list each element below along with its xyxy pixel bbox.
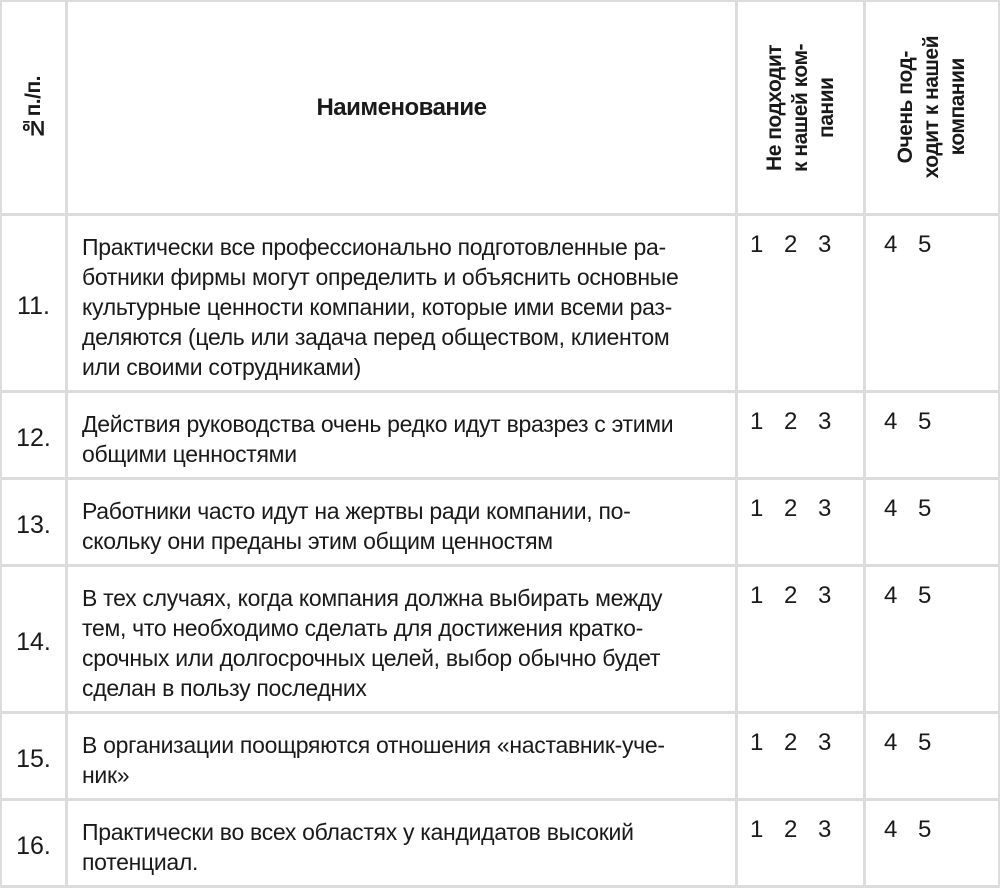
table-row: [2, 216, 998, 393]
scale-low: 1 2 3: [738, 393, 866, 480]
row-text: [68, 216, 738, 393]
header-high-cell: [866, 2, 998, 216]
header-high: Очень под- ходит к нашей компании: [894, 36, 969, 179]
row-number: 12.: [2, 393, 68, 480]
row-text: [68, 567, 738, 714]
header-low-cell: [738, 2, 866, 216]
row-text-content: Действия руководства очень редко идут вразрез с этими общими ценностями: [82, 411, 674, 467]
table-row: [2, 393, 998, 480]
header-num: №п./п.: [21, 76, 45, 139]
row-number: 14.: [2, 567, 68, 714]
scale-high: 4 5: [866, 480, 998, 567]
row-text: [68, 393, 738, 480]
row-text: [68, 801, 738, 888]
row-number: 13.: [2, 480, 68, 567]
row-text-content: В тех случаях, когда компания должна выбирать между тем, что необходимо сделать для достижения кратко- срочных или долгосрочных целей, выбор обычно будет сделан в пользу последних: [82, 585, 663, 701]
row-text: [68, 480, 738, 567]
row-text-content: В организации поощряются отношения «наставник-уче- ник»: [82, 732, 665, 788]
scale-high: 4 5: [866, 567, 998, 714]
header-row: [2, 2, 998, 216]
scale-low: 1 2 3: [738, 714, 866, 801]
scale-low: 1 2 3: [738, 480, 866, 567]
scale-high: 4 5: [866, 801, 998, 888]
row-number: 11.: [2, 216, 68, 393]
header-name: Наименование: [68, 2, 738, 216]
row-text-content: Работники часто идут на жертвы ради компании, по- скольку они преданы этим общим ценностям: [82, 498, 631, 554]
scale-low: 1 2 3: [738, 801, 866, 888]
row-text-content: Практически все профессионально подготовленные ра- ботники фирмы могут определить и объяснить основные культурные ценности компании, которые ими всеми раз- деляются (цель или задача перед обществом, клиентом или своими сотрудниками): [82, 234, 679, 380]
row-number: 15.: [2, 714, 68, 801]
row-text: [68, 714, 738, 801]
row-number: 16.: [2, 801, 68, 888]
survey-table: [2, 2, 998, 888]
table-row: [2, 567, 998, 714]
row-text-content: Практически во всех областях у кандидатов высокий потенциал.: [82, 819, 634, 875]
header-low: Не подходит к нашей ком- пании: [762, 43, 838, 172]
header-num-cell: [2, 2, 68, 216]
scale-high: 4 5: [866, 393, 998, 480]
scale-low: 1 2 3: [738, 567, 866, 714]
table-row: [2, 714, 998, 801]
table-row: [2, 801, 998, 888]
scale-high: 4 5: [866, 216, 998, 393]
scale-high: 4 5: [866, 714, 998, 801]
scale-low: 1 2 3: [738, 216, 866, 393]
table-row: [2, 480, 998, 567]
